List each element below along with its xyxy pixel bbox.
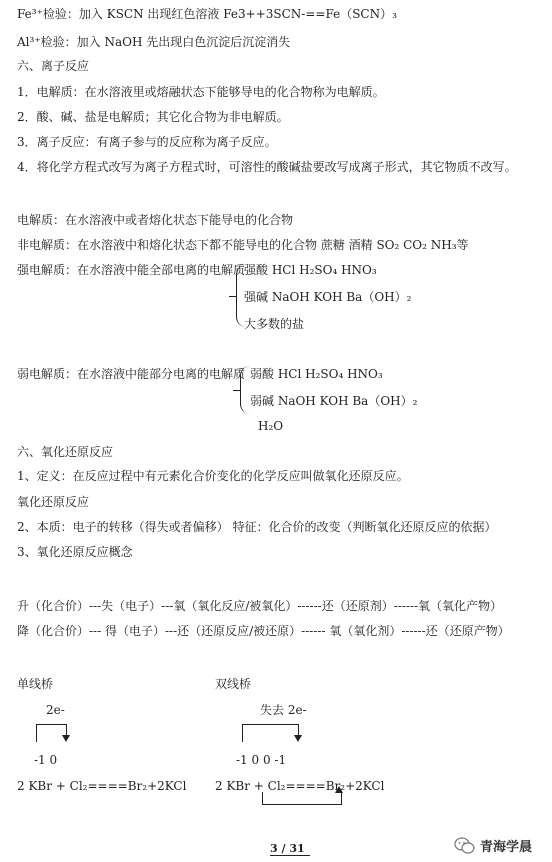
double-bridge-bottom-arrowhead-icon (335, 786, 343, 793)
double-bridge-left-leg (242, 724, 243, 742)
wechat-logo-icon (454, 837, 476, 855)
weak-base-line: 弱碱 NaOH KOH Ba（OH）₂ (250, 394, 418, 408)
double-bridge-top-line (242, 724, 298, 725)
strong-salt-line: 大多数的盐 (244, 317, 305, 331)
redox-definition: 1、定义：在反应过程中有元素化合价变化的化学反应叫做氧化还原反应。 (17, 469, 409, 483)
single-bridge-top-line (36, 724, 66, 725)
single-bridge-arrowhead-icon (62, 735, 70, 742)
section-redox-title: 六、氧化还原反应 (17, 445, 114, 459)
double-bridge-equation: 2 KBr + Cl₂====Br₂+2KCl (215, 779, 385, 793)
single-bridge-title: 单线桥 (17, 677, 54, 691)
weak-h2o-line: H₂O (258, 419, 284, 433)
redox-subtitle: 氧化还原反应 (17, 495, 90, 509)
single-bridge-electron-label: 2e- (46, 703, 65, 717)
section-ion-reaction-title: 六、离子反应 (17, 59, 90, 73)
strong-base-line: 强碱 NaOH KOH Ba（OH）₂ (244, 290, 412, 304)
paragraph-1: 1．电解质：在水溶液里或熔融状态下能够导电的化合物称为电解质。 (17, 85, 385, 99)
non-electrolyte-definition: 非电解质：在水溶液中和熔化状态下都不能导电的化合物 蔗糖 酒精 SO₂ CO₂ NH₃等 (17, 238, 469, 252)
al3-test-line: Al³⁺检验：加入 NaOH 先出现白色沉淀后沉淀消失 (17, 35, 291, 49)
double-bridge-arrowhead-icon (294, 735, 302, 742)
weak-electrolyte-label: 弱电解质：在水溶液中能部分电离的电解质 (17, 367, 246, 381)
electrolyte-definition: 电解质：在水溶液中或者熔化状态下能导电的化合物 (17, 213, 294, 227)
paragraph-3: 3．离子反应：有离子参与的反应称为离子反应。 (17, 135, 277, 149)
fe3-test-line: Fe³⁺检验：加入 KSCN 出现红色溶液 Fe3++3SCN-==Fe（SCN）₃ (17, 7, 397, 21)
page-number: 3 / 31 (270, 842, 305, 855)
paragraph-4: 4．将化学方程式改写为离子方程式时，可溶性的酸碱盐要改写成离子形式，其它物质不改写。 (17, 160, 517, 174)
rise-mnemonic: 升（化合价）---失（电子）---氧（氧化反应/被氧化）------还（还原剂）------氧（氧化产物） (17, 599, 503, 613)
double-bridge-oxidation-states: -1 0 0 -1 (236, 753, 287, 767)
double-bridge-lose-label: 失去 2e- (260, 703, 307, 717)
fall-mnemonic: 降（化合价）--- 得（电子）---还（还原反应/被还原）------ 氧（氧化剂）------还（还原产物） (17, 624, 510, 638)
single-bridge-equation: 2 KBr + Cl₂====Br₂+2KCl (17, 779, 187, 793)
paragraph-2: 2．酸、碱、盐是电解质；其它化合物为非电解质。 (17, 110, 289, 124)
strong-acid-line: 强酸 HCl H₂SO₄ HNO₃ (244, 263, 377, 277)
watermark-text: 青海学晨 (480, 840, 533, 855)
footer-underline (270, 855, 310, 856)
single-bridge-left-leg (36, 724, 37, 742)
single-bridge-oxidation-states: -1 0 (34, 753, 58, 767)
weak-acid-line: 弱酸 HCl H₂SO₄ HNO₃ (250, 367, 383, 381)
double-bridge-bottom-bracket (262, 792, 342, 805)
strong-electrolyte-label: 强电解质：在水溶液中能全部电离的电解质 (17, 263, 246, 277)
double-bridge-title: 双线桥 (215, 677, 252, 691)
redox-concepts: 3、氧化还原反应概念 (17, 545, 133, 559)
redox-essence: 2、本质：电子的转移（得失或者偏移） 特征：化合价的改变（判断氧化还原反应的依据） (17, 520, 497, 534)
